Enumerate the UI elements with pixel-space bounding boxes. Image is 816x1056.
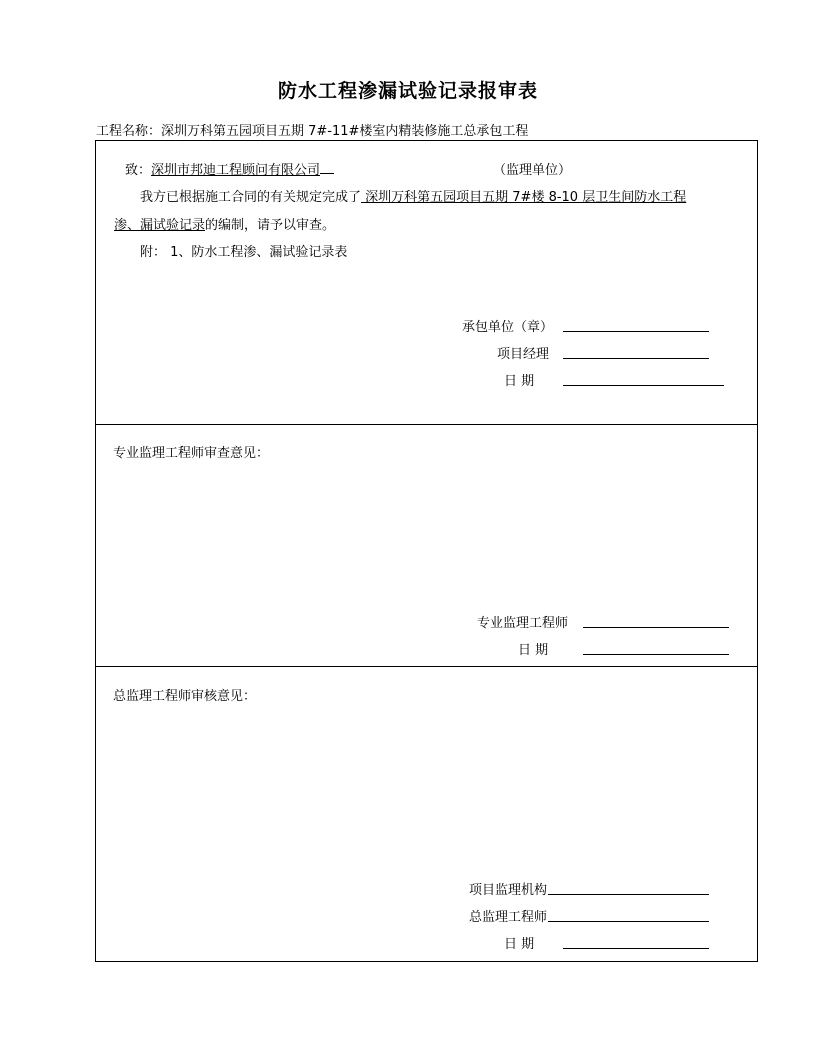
- manager-label: 项目经理: [497, 347, 550, 362]
- addressee-name: 深圳市邦迪工程顾问有限公司: [151, 163, 321, 178]
- attachment-line: 附： 1、防水工程渗、漏试验记录表: [140, 245, 348, 260]
- supervision-org-label: 项目监理机构: [469, 883, 548, 898]
- specialist-review-heading: 专业监理工程师审查意见：: [113, 446, 270, 461]
- body-line-2: [114, 214, 335, 233]
- project-name: 工程名称：深圳万科第五园项目五期 7#-11#楼室内精装修施工总承包工程: [96, 124, 529, 139]
- contractor-signature-line: [563, 331, 709, 332]
- addressee-role: （监理单位）: [493, 163, 572, 178]
- manager-signature-line: [563, 358, 709, 359]
- date-label: 日 期: [504, 374, 535, 389]
- specialist-engineer-signature-line: [583, 627, 729, 628]
- chief-engineer-label: 总监理工程师: [469, 910, 548, 925]
- supervision-org-signature-line: [548, 894, 709, 895]
- body-prefix: 我方已根据施工合同的有关规定完成了: [140, 190, 362, 205]
- chief-date-label: 日 期: [504, 937, 535, 952]
- contractor-label: 承包单位（章）: [462, 320, 554, 335]
- addressee-prefix: 致：: [125, 163, 152, 178]
- body-record-name: 渗、漏试验记录: [114, 218, 206, 233]
- addressee-line: [125, 159, 334, 178]
- body-line-1: [140, 186, 686, 205]
- date-line: [563, 385, 724, 386]
- body-project-scope: 深圳万科第五园项目五期 7#楼 8-10 层卫生间防水工程: [361, 190, 687, 205]
- submission-section: [95, 140, 758, 425]
- chief-engineer-signature-line: [548, 921, 709, 922]
- chief-review-section: [95, 666, 758, 962]
- specialist-engineer-label: 专业监理工程师: [477, 616, 569, 631]
- body-suffix: 的编制，请予以审查。: [205, 218, 336, 233]
- specialist-review-section: [95, 424, 758, 667]
- chief-review-heading: 总监理工程师审核意见：: [113, 689, 257, 704]
- page-title: 防水工程渗漏试验记录报审表: [277, 80, 538, 102]
- chief-date-line: [563, 948, 709, 949]
- specialist-date-label: 日 期: [518, 643, 549, 658]
- specialist-date-line: [583, 654, 729, 655]
